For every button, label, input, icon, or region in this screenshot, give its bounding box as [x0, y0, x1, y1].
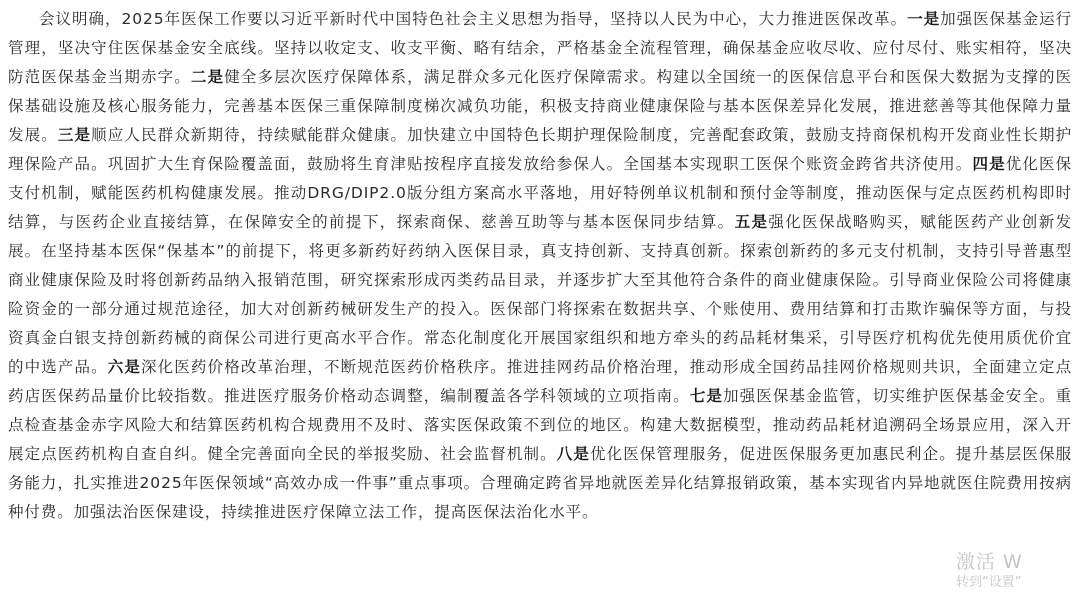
- item-marker: 七是: [689, 387, 724, 405]
- item-marker: 二是: [190, 68, 225, 86]
- text-segment: 深化医药价格改革治理，不断规范医药价格秩序。推进挂网药品价格治理，推动形成全国药品挂网价格规则共识，全面建立定点药店医保药品量价比较指数。推进医疗服务价格动态调整，编制覆盖各学科领域的立项指南。: [8, 358, 1073, 405]
- item-marker: 四是: [972, 155, 1006, 173]
- text-segment: 强化医保战略购买，赋能医药产业创新发展。在坚持基本医保“保基本”的前提下，将更多新药好药纳入医保目录，真支持创新、支持真创新。探索创新药的多元支付机制，支持引导普惠型商业健康保险及时将创新药品纳入报销范围，研究探索形成丙类药品目录，并逐步扩大至其他符合条件的商业健康保险。引导商业保险公司将健康险资金的一部分通过规范途径，加大对创新药械研发生产的投入。医保部门将探索在数据共享、个账使用、费用结算和打击欺诈骗保等方面，与投资真金白银支持创新药械的商保公司进行更高水平合作。常态化制度化开展国家组织和地方牵头的药品耗材集采，引导医疗机构优先使用质优价宜的中选产品。: [8, 213, 1073, 376]
- item-marker: 六是: [107, 358, 142, 376]
- item-marker: 五是: [734, 213, 769, 231]
- activate-windows-watermark: [956, 550, 1076, 592]
- item-marker: 八是: [556, 445, 590, 463]
- article-paragraph: [8, 5, 1072, 527]
- text-segment: 加强医保基金运行管理，坚决守住医保基金安全底线。坚持以收定支、收支平衡、略有结余，严格基金全流程管理，确保基金应收尽收、应付尽付、账实相符，坚决防范医保基金当期赤字。: [8, 10, 1072, 86]
- text-segment: 顺应人民群众新期待，持续赋能群众健康。加快建立中国特色长期护理保险制度，完善配套政策，鼓励支持商保机构开发商业性长期护理保险产品。巩固扩大生育保险覆盖面，鼓励将生育津贴按程序直接发放给参保人。全国基本实现职工医保个账资金跨省共济使用。: [8, 126, 1072, 173]
- text-segment: 健全多层次医疗保障体系，满足群众多元化医疗保障需求。构建以全国统一的医保信息平台和医保大数据为支撑的医保基础设施及核心服务能力，完善基本医保三重保障制度梯次减负功能，积极支持商业健康保险与基本医保差异化发展，推进慈善等其他保障力量发展。: [8, 68, 1072, 144]
- text-segment: 加强医保基金监管，切实维护医保基金安全。重点检查基金赤字风险大和结算医药机构合规费用不及时、落实医保政策不到位的地区。构建大数据模型，推动药品耗材追溯码全场景应用，深入开展定点医药机构自查自纠。健全完善面向全民的举报奖励、社会监督机制。: [8, 387, 1072, 463]
- text-segment: 会议明确，2025年医保工作要以习近平新时代中国特色社会主义思想为指导，坚持以人民为中心，大力推进医保改革。: [39, 10, 908, 28]
- watermark-title: 激活 W: [956, 551, 1023, 573]
- text-segment: 优化医保管理服务，促进医保服务更加惠民利企。提升基层医保服务能力，扎实推进2025年医保领域“高效办成一件事”重点事项。合理确定跨省异地就医差异化结算报销政策，基本实现省内异地就医住院费用按病种付费。加强法治医保建设，持续推进医疗保障立法工作，提高医保法治化水平。: [8, 445, 1072, 521]
- item-marker: 一是: [907, 10, 941, 28]
- watermark-subtitle: 转到“设置”: [956, 575, 1022, 590]
- text-segment: 优化医保支付机制，赋能医药机构健康发展。推动DRG/DIP2.0版分组方案高水平落地，用好特例单议机制和预付金等制度，推动医保与定点医药机构即时结算，与医药企业直接结算，在保障安全的前提下，探索商保、慈善互助等与基本医保同步结算。: [8, 155, 1072, 231]
- item-marker: 三是: [57, 126, 92, 144]
